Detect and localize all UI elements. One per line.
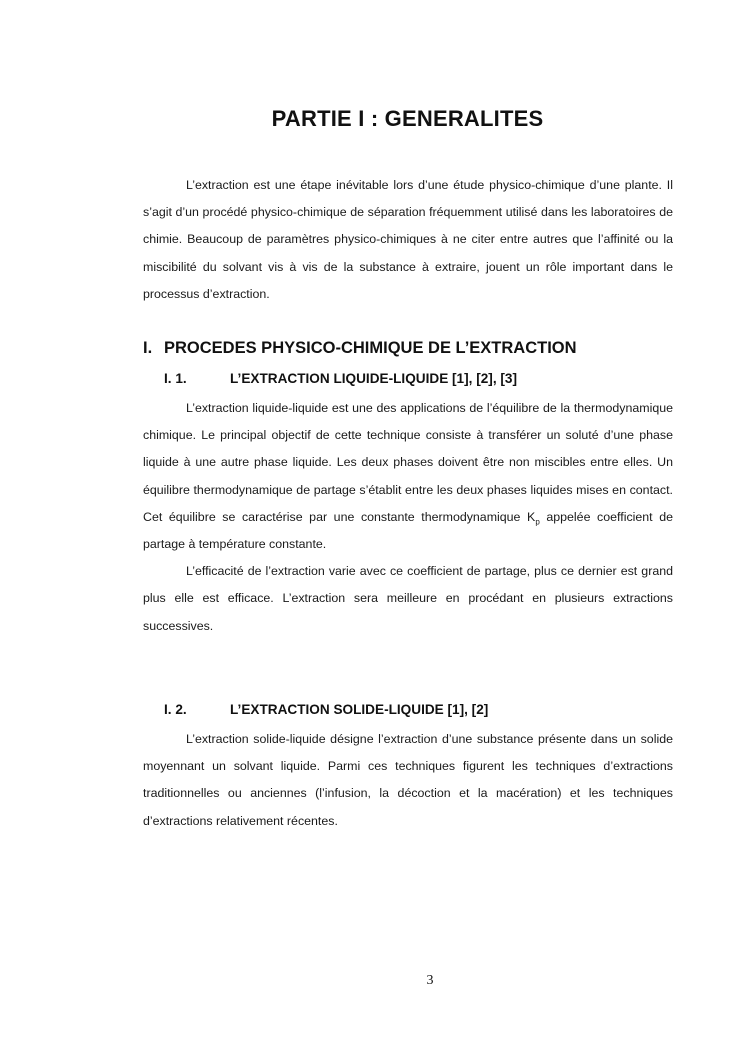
liquid-liquid-paragraph (143, 395, 673, 558)
solid-liquid-paragraph: L’extraction solide-liquide désigne l’extraction d’une substance présente dans un solide moyennant un solvant liquide. Parmi ces techniques figurent les techniques d’extractions traditionnelles ou anciennes (l’infusion, la décoction et la macération) et les techniques d’extractions relativement récentes. (143, 732, 673, 828)
subsection-title-2: L’EXTRACTION SOLIDE-LIQUIDE [1], [2] (230, 702, 489, 717)
page-number: 3 (426, 973, 434, 988)
liquid-liquid-text: L’extraction liquide-liquide est une des applications de l’équilibre de la thermodynamique chimique. Le principal objectif de cette technique consiste à transférer un soluté d’une phase liquide à une autre phase liquide. Les deux phases doivent être non miscibles entre elles. Un équilibre thermodynamique de partage s’établit entre les deux phases liquides mises en contact. Cet équilibre se caractérise par une constante thermodynamique K (143, 401, 673, 524)
subsection-number-1: I. 1. (164, 371, 187, 386)
subsection-heading-2 (164, 702, 488, 717)
kp-subscript: p (535, 517, 540, 527)
subsection-number-2: I. 2. (164, 702, 187, 717)
subsection-2-body (143, 726, 673, 835)
efficiency-paragraph: L’efficacité de l’extraction varie avec ce coefficient de partage, plus ce dernier est grand plus elle est efficace. L’extraction sera meilleure en procédant en plusieurs extractions successives. (143, 564, 673, 633)
section-heading (143, 339, 577, 358)
page-title: PARTIE I : GENERALITES (271, 106, 544, 131)
intro-block (143, 172, 673, 308)
liquid-liquid-text-end: appelée coefficient de partage à température constante. (143, 509, 673, 552)
intro-paragraph: L’extraction est une étape inévitable lors d’une étude physico-chimique d’une plante. Il s’agit d’un procédé physico-chimique de séparation fréquemment utilisé dans les laboratoires de chimie. Beaucoup de paramètres physico-chimiques à ne citer entre autres que l’affinité ou la miscibilité du solvant vis à vis de la substance à extraire, jouent un rôle important dans le processus d’extraction. (143, 178, 673, 301)
subsection-1-body (143, 395, 673, 640)
subsection-heading-1 (164, 371, 517, 386)
section-title: PROCEDES PHYSICO-CHIMIQUE DE L’EXTRACTION (164, 339, 577, 357)
subsection-title-1: L’EXTRACTION LIQUIDE-LIQUIDE [1], [2], [3] (230, 371, 517, 386)
section-number: I. (143, 339, 153, 357)
